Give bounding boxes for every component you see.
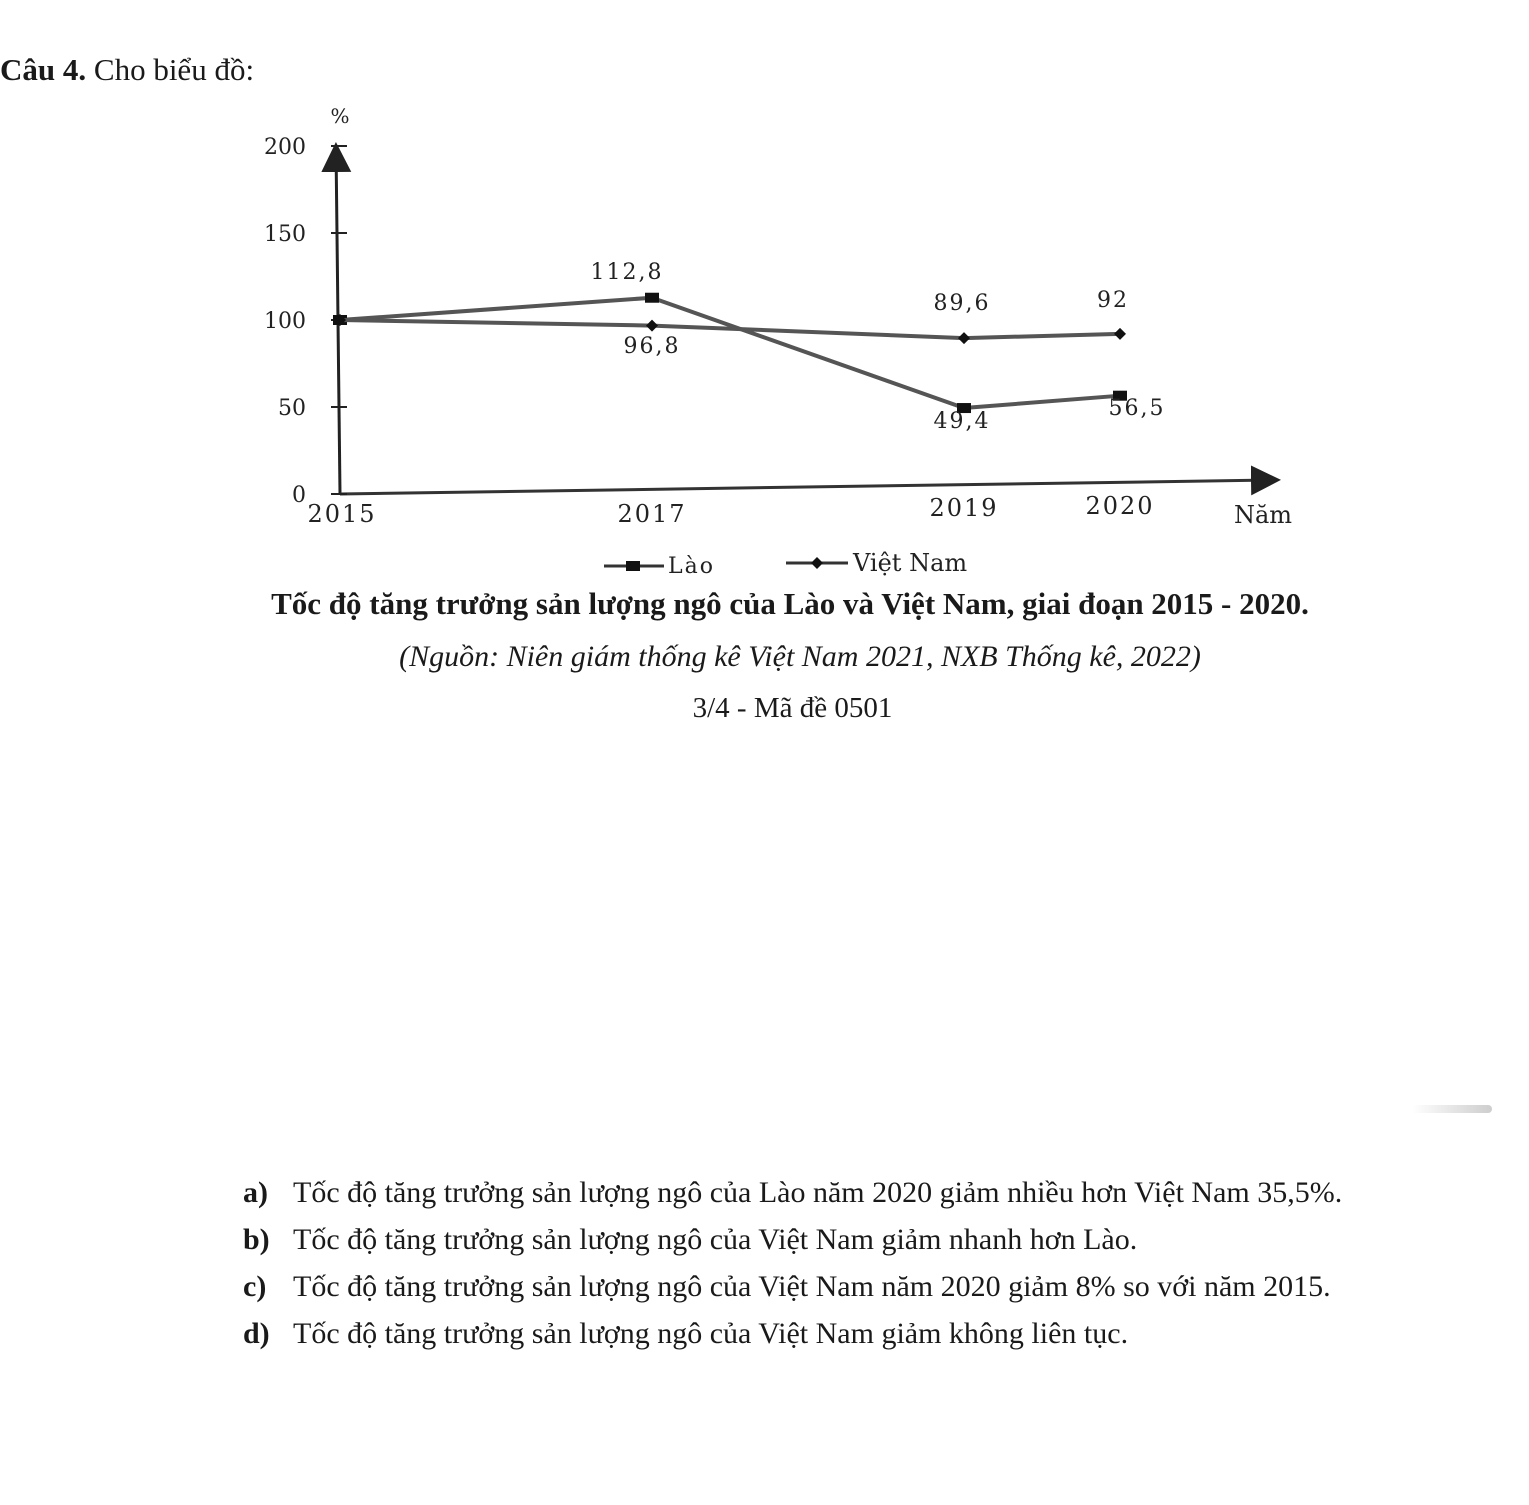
legend-vietnam-marker (811, 557, 823, 569)
scan-smudge (1412, 1105, 1492, 1113)
y-tick-label: 50 (278, 396, 306, 421)
y-tick-label: 200 (264, 135, 306, 160)
option-letter: d) (243, 1317, 270, 1350)
x-axis-label: Năm (1233, 501, 1293, 529)
vietnam-point-marker (958, 332, 970, 344)
legend-lao-marker (626, 561, 640, 571)
page-footer: 3/4 - Mã đề 0501 (692, 692, 893, 724)
option-c[interactable] (243, 1270, 1342, 1317)
lao-point-marker (645, 293, 659, 303)
option-b[interactable] (243, 1223, 1342, 1270)
x-tick-label: 2017 (617, 500, 687, 528)
option-text: Tốc độ tăng trưởng sản lượng ngô của Việt Nam giảm nhanh hơn Lào. (293, 1223, 1138, 1256)
vietnam-point-marker (646, 320, 658, 332)
data-label: 92 (1097, 288, 1129, 313)
question-label: Câu 4. (0, 52, 87, 87)
series-vietnam-line (340, 320, 1120, 338)
data-label: 112,8 (590, 260, 664, 285)
vietnam-point-marker (1114, 328, 1126, 340)
option-text: Tốc độ tăng trưởng sản lượng ngô của Việt Nam năm 2020 giảm 8% so với năm 2015. (293, 1270, 1331, 1303)
data-label: 96,8 (623, 334, 681, 359)
option-letter: c) (243, 1270, 267, 1303)
answer-options (243, 1176, 1342, 1364)
series-lao-line (340, 298, 1120, 408)
option-a[interactable] (243, 1176, 1342, 1223)
line-chart (0, 0, 1529, 590)
chart-title: Tốc độ tăng trưởng sản lượng ngô của Lào và Việt Nam, giai đoạn 2015 - 2020. (271, 586, 1309, 621)
option-letter: b) (243, 1223, 270, 1256)
option-d[interactable] (243, 1317, 1342, 1364)
x-tick-label: 2020 (1085, 492, 1155, 520)
x-tick-label: 2019 (929, 494, 999, 522)
y-tick-label: 150 (264, 222, 306, 247)
y-axis-label: % (330, 104, 350, 128)
option-text: Tốc độ tăng trưởng sản lượng ngô của Việt Nam giảm không liên tục. (293, 1317, 1129, 1350)
y-tick-label: 100 (264, 309, 306, 334)
chart-source: (Nguồn: Niên giám thống kê Việt Nam 2021, NXB Thống kê, 2022) (399, 640, 1201, 673)
x-tick-label: 2015 (307, 500, 377, 528)
data-label: 49,4 (933, 409, 991, 434)
legend-lao-label: Lào (668, 554, 715, 579)
option-letter: a) (243, 1176, 268, 1209)
data-label: 56,5 (1108, 396, 1166, 421)
question-text: Cho biểu đồ: (93, 52, 255, 87)
option-text: Tốc độ tăng trưởng sản lượng ngô của Lào năm 2020 giảm nhiều hơn Việt Nam 35,5%. (293, 1176, 1343, 1209)
y-tick-label: 0 (292, 483, 306, 508)
legend-vietnam-label: Việt Nam (853, 549, 968, 577)
data-label: 89,6 (933, 291, 991, 316)
